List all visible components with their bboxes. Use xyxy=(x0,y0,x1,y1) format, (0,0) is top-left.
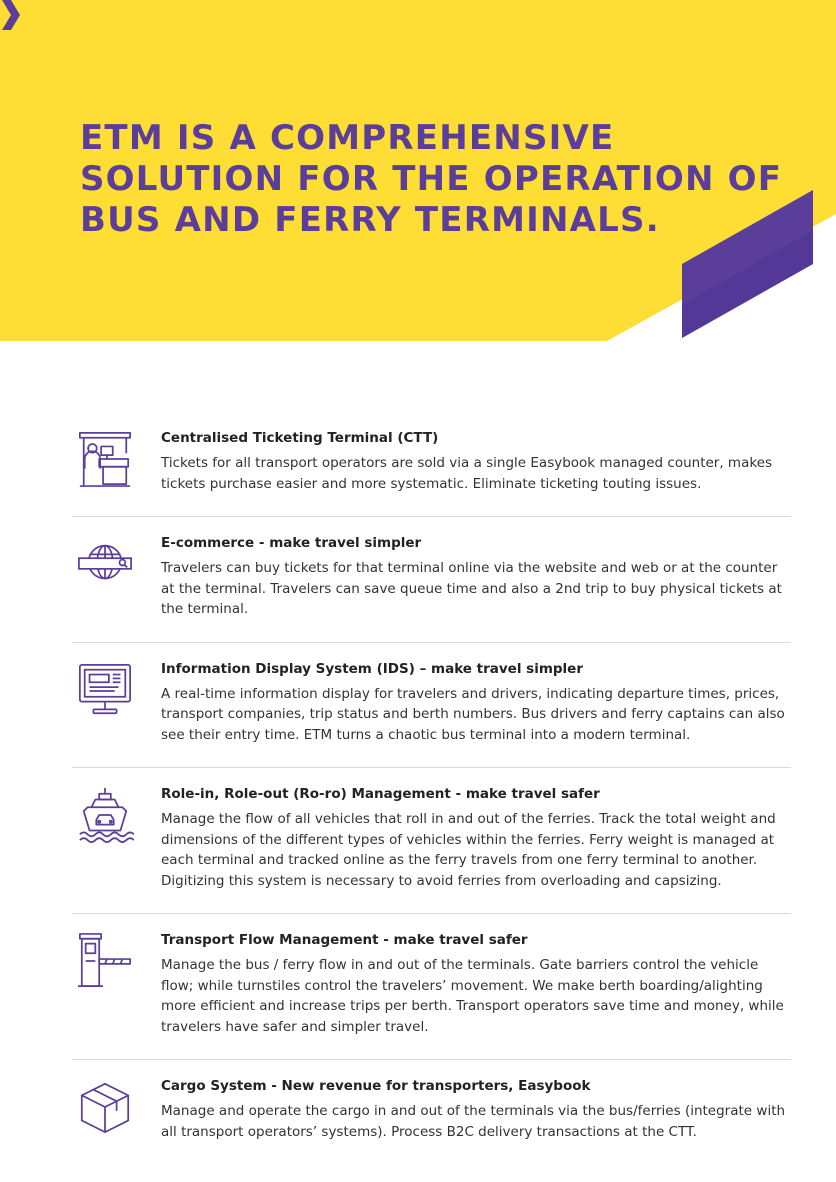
feature-title: Information Display System (IDS) – make travel simpler xyxy=(161,660,584,677)
feature-item-cargo xyxy=(72,1078,791,1164)
feature-title: Role-in, Role-out (Ro-ro) Management - make travel safer xyxy=(161,786,600,802)
feature-description: Manage the flow of all vehicles that roll in and out of the ferries. Track the total weight and dimensions of the different types of vehicles within the ferries. Ferry weight is managed at each terminal and tracked online as the ferry travels from one ferry terminal to another. Digitizing this system is necessary to avoid ferries from overloading and capsizing. xyxy=(161,811,776,889)
feature-item-ctt xyxy=(72,430,791,517)
feature-title: E-commerce - make travel simpler xyxy=(161,535,422,551)
chevron-right-icon xyxy=(0,0,22,30)
monitor-icon xyxy=(76,661,134,719)
feature-description: Travelers can buy tickets for that terminal online via the website and web or at the counter at the terminal. Travelers can save queue time and also a 2nd trip to buy physical tickets at the terminal. xyxy=(161,560,782,617)
feature-item-ids xyxy=(72,661,791,769)
ferry-car-icon xyxy=(76,786,134,844)
header-banner xyxy=(0,0,836,345)
ticket-counter-icon xyxy=(76,430,134,488)
features-list xyxy=(72,420,791,1182)
cargo-box-icon xyxy=(76,1078,134,1136)
feature-description: Manage and operate the cargo in and out of the terminals via the bus/ferries (integrate with all transport operators’ systems). Process B2C delivery transactions at the CTT. xyxy=(161,1103,786,1140)
feature-description: Manage the bus / ferry flow in and out of the terminals. Gate barriers control the vehicle flow; while turnstiles control the travelers’ movement. We make berth boarding/alighting more efficient and increase trips per berth. Transport operators save time and money, while travelers have safer and simpler travel. xyxy=(161,957,784,1035)
feature-title: Centralised Ticketing Terminal (CTT) xyxy=(161,430,439,446)
feature-item-ecommerce xyxy=(72,535,791,643)
feature-title: Transport Flow Management - make travel safer xyxy=(161,932,528,948)
feature-description: Tickets for all transport operators are sold via a single Easybook managed counter, makes tickets purchase easier and more systematic. Eliminate ticketing touting issues. xyxy=(161,455,773,492)
feature-item-roro xyxy=(72,786,791,914)
feature-item-transport-flow xyxy=(72,932,791,1060)
page-title: ETM IS A COMPREHENSIVE SOLUTION FOR THE OPERATION OF BUS AND FERRY TERMINALS. xyxy=(80,118,783,240)
globe-search-icon xyxy=(76,535,134,593)
feature-title: Cargo System - New revenue for transporters, Easybook xyxy=(161,1078,591,1094)
feature-description: A real-time information display for travelers and drivers, indicating departure times, prices, transport companies, trip status and berth numbers. Bus drivers and ferry captains can also see their entry time. ETM turns a chaotic bus terminal into a modern terminal. xyxy=(161,685,785,743)
gate-barrier-icon xyxy=(76,932,134,990)
